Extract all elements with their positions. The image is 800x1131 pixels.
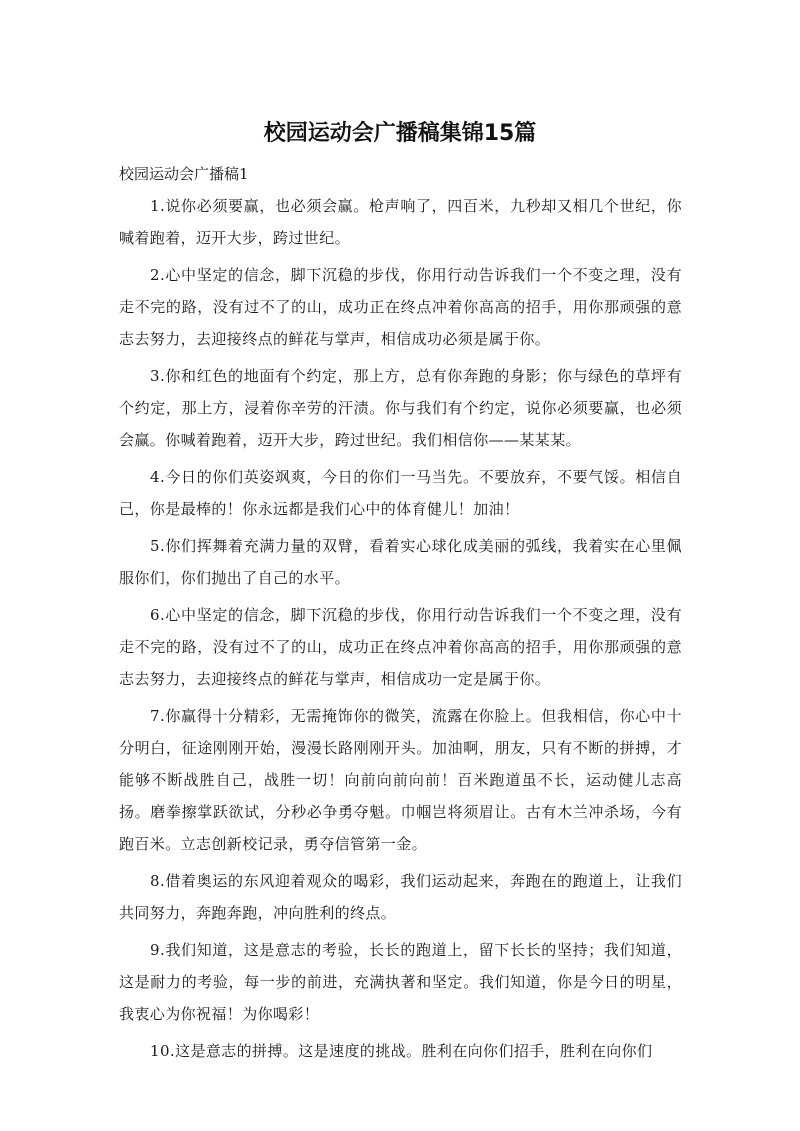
paragraph-8: 8.借着奥运的东风迎着观众的喝彩，我们运动起来，奔跑在的跑道上，让我们共同努力，奔跑奔跑，冲向胜利的终点。: [119, 872, 682, 922]
paragraph-6: 6.心中坚定的信念，脚下沉稳的步伐，你用行动告诉我们一个不变之理，没有走不完的路，没有过不了的山，成功正在终点冲着你高高的招手，用你那顽强的意志去努力，去迎接终点的鲜花与掌声，相信成功一定是属于你。: [119, 606, 682, 688]
section-heading: 校园运动会广播稿1: [119, 165, 249, 183]
paragraph-7: 7.你赢得十分精彩，无需掩饰你的微笑，流露在你脸上。但我相信，你心中十分明白，征途刚刚开始，漫漫长路刚刚开头。加油啊，朋友，只有不断的拼搏，才能够不断战胜自己，战胜一切！向前向前向前！百米跑道虽不长，运动健儿志高扬。磨拳擦掌跃欲试，分秒必争勇夺魁。巾帼岂将须眉让。古有木兰冲杀场，今有跑百米。立志创新校记录，勇夺信管第一金。: [119, 707, 682, 853]
paragraph-3: 3.你和红色的地面有个约定，那上方，总有你奔跑的身影；你与绿色的草坪有个约定，那上方，浸着你辛劳的汗渍。你与我们有个约定，说你必须要赢，也必须会赢。你喊着跑着，迈开大步，跨过世纪。我们相信你——某某某。: [119, 367, 682, 449]
document-title: 校园运动会广播稿集锦15篇: [263, 121, 537, 146]
paragraph-4: 4.今日的你们英姿飒爽，今日的你们一马当先。不要放弃，不要气馁。相信自己，你是最棒的！你永远都是我们心中的体育健儿！加油！: [119, 468, 682, 518]
paragraph-2: 2.心中坚定的信念，脚下沉稳的步伐，你用行动告诉我们一个不变之理，没有走不完的路，没有过不了的山，成功正在终点冲着你高高的招手，用你那顽强的意志去努力，去迎接终点的鲜花与掌声，相信成功必须是属于你。: [119, 266, 682, 348]
paragraph-1: 1.说你必须要赢，也必须会赢。枪声响了，四百米，九秒却又相几个世纪，你喊着跑着，迈开大步，跨过世纪。: [119, 197, 682, 247]
paragraph-5: 5.你们挥舞着充满力量的双臂，看着实心球化成美丽的弧线，我着实在心里佩服你们，你们抛出了自己的水平。: [119, 537, 682, 587]
document-body: [119, 190, 682, 1072]
paragraph-9: 9.我们知道，这是意志的考验，长长的跑道上，留下长长的坚持；我们知道，这是耐力的考验，每一步的前进，充满执著和坚定。我们知道，你是今日的明星，我衷心为你祝福！为你喝彩！: [119, 941, 682, 1023]
paragraph-10: 10.这是意志的拼搏。这是速度的挑战。胜利在向你们招手，胜利在向你们: [150, 1042, 653, 1060]
